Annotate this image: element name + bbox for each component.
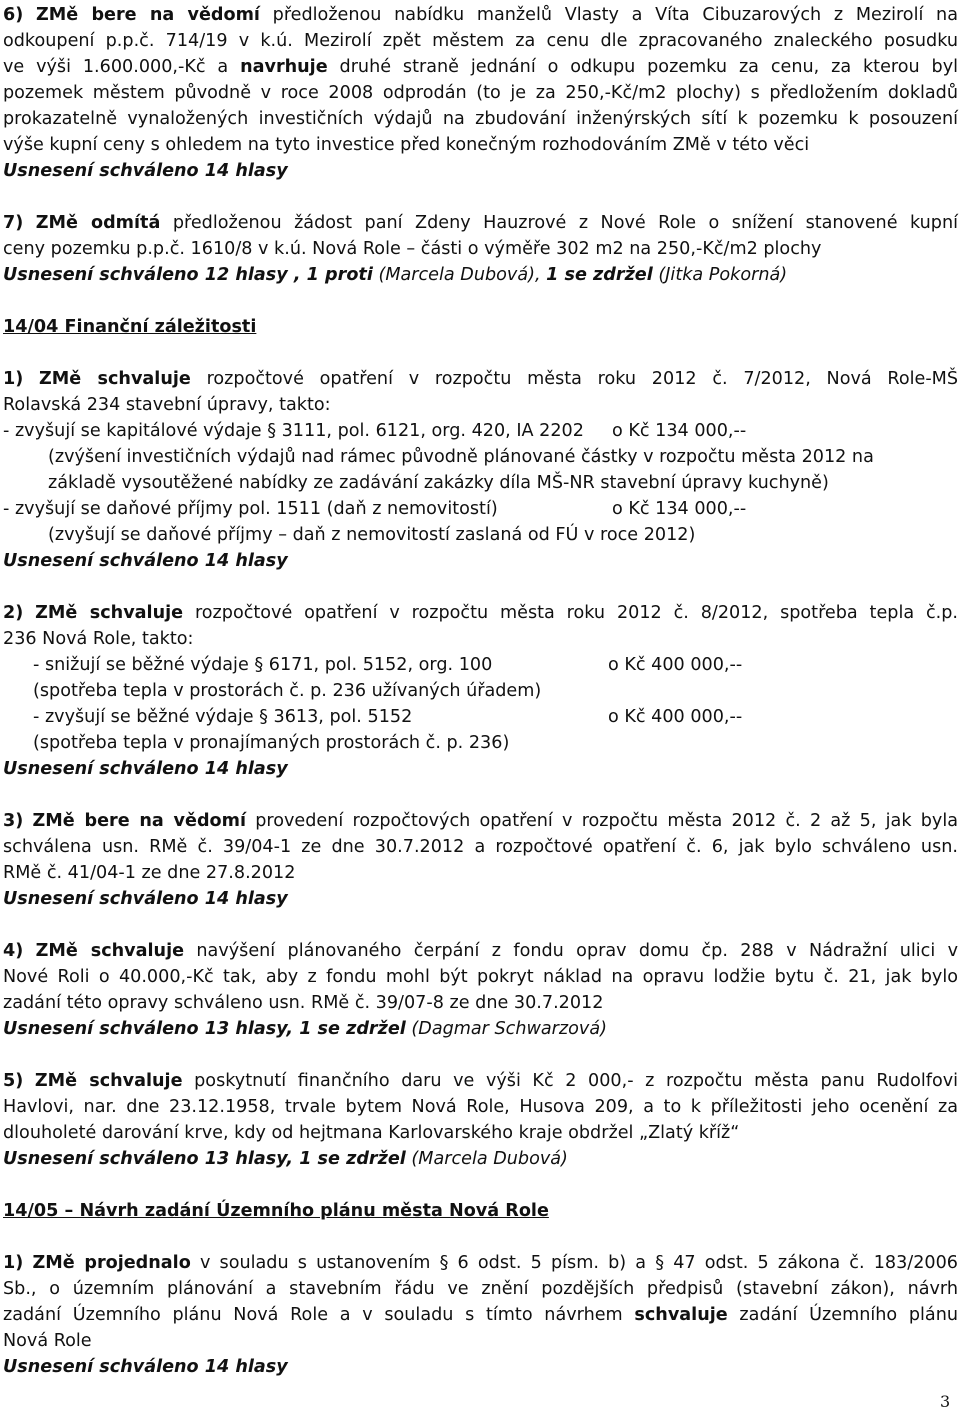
resolution-verb: schvaluje: [634, 1305, 728, 1325]
resolution-verb: ZMě schvaluje: [35, 603, 184, 623]
item-text: předloženou žádost paní Zdeny Hauzrové z Nové Role o snížení stanovené kupní: [172, 213, 959, 233]
up1-line2: Sb., o územním plánování a stavebním řádu ve znění pozdějších předpisů (stavební zákon), návrh: [3, 1279, 958, 1299]
vote-name: (Marcela Dubová),: [378, 265, 541, 285]
item6-line6: výše kupní ceny s ohledem na tyto investice před konečným rozhodováním ZMě v této věci: [3, 135, 810, 155]
vote-result: Usnesení schváleno 12 hlasy , 1 proti: [3, 265, 373, 285]
budget-line: - zvyšují se daňové příjmy pol. 1511 (daň z nemovitostí): [3, 499, 498, 519]
fin2-line1: [3, 600, 958, 626]
vote-result: 1 se zdržel: [546, 265, 653, 285]
item6-line1: [3, 2, 958, 28]
fin3-line2: schválena usn. RMě č. 39/04-1 ze dne 30.7.2012 a rozpočtové opatření č. 6, jak bylo schváleno usn.: [3, 837, 958, 857]
item-number: 7): [3, 213, 24, 233]
item6-line4: pozemek městem původně v roce 2008 odprodán (to je za 250,-Kč/m2 plochy) s předložením dokladů: [3, 83, 958, 103]
section-heading-14-04: 14/04 Finanční záležitosti: [3, 317, 257, 337]
item-text: druhé straně jednání o odkupu pozemku za cenu, za kterou byl: [339, 57, 958, 77]
item6-line2: odkoupení p.p.č. 714/19 v k.ú. Mezirolí zpět městem za cenu dle zpracovaného znaleckého posudku: [3, 31, 958, 51]
fin2-line4: (spotřeba tepla v prostorách č. p. 236 užívaných úřadem): [33, 681, 542, 701]
fin1-vote-result: Usnesení schváleno 14 hlasy: [3, 551, 288, 571]
fin1-line2: Rolavská 234 stavební úpravy, takto:: [3, 395, 331, 415]
item-text: poskytnutí finančního daru ve výši Kč 2 000,- z rozpočtu města panu Rudolfovi: [194, 1071, 959, 1091]
budget-amount: o Kč 400 000,--: [608, 655, 743, 675]
item-text: ve výši 1.600.000,-Kč a: [3, 57, 229, 77]
fin5-vote-result: [3, 1146, 958, 1172]
resolution-verb: navrhuje: [240, 57, 328, 77]
item7-line2: ceny pozemku p.p.č. 1610/8 v k.ú. Nová Role – části o výměře 302 m2 na 250,-Kč/m2 plochy: [3, 239, 822, 259]
item-text: v souladu s ustanovením § 6 odst. 5 písm. b) a § 47 odst. 5 zákona č. 183/2006: [199, 1253, 958, 1273]
fin1-line3: [3, 418, 958, 444]
fin1-line4: (zvýšení investičních výdajů nad rámec původně plánované částky v rozpočtu města 2012 na: [48, 447, 874, 467]
vote-name: (Dagmar Schwarzová): [411, 1019, 607, 1039]
resolution-verb: ZMě schvaluje: [34, 1071, 183, 1091]
fin5-line2: Havlovi, nar. dne 23.12.1958, trvale bytem Nová Role, Husova 209, a to k příležitosti jeho ocenění za: [3, 1097, 958, 1117]
item-text: rozpočtové opatření v rozpočtu města roku 2012 č. 8/2012, spotřeba tepla č.p.: [194, 603, 959, 623]
page-number: 3: [940, 1392, 951, 1411]
fin5-line1: [3, 1068, 958, 1094]
budget-line: - zvyšují se kapitálové výdaje § 3111, pol. 6121, org. 420, IA 2202: [3, 421, 584, 441]
fin3-vote-result: Usnesení schváleno 14 hlasy: [3, 889, 288, 909]
fin1-line7: (zvyšují se daňové příjmy – daň z nemovitostí zaslaná od FÚ v roce 2012): [48, 525, 696, 545]
fin5-line3: dlouholeté darování krve, kdy od hejtmana Karlovarského kraje obdržel „Zlatý kříž“: [3, 1123, 740, 1143]
vote-name: (Marcela Dubová): [411, 1149, 568, 1169]
item-number: 2): [3, 603, 24, 623]
item7-line1: [3, 210, 958, 236]
fin1-line1: [3, 366, 958, 392]
resolution-verb: ZMě bere na vědomí: [36, 5, 260, 25]
item6-line5: prokazatelně vynaložených investičních výdajů na zbudování inženýrských sítí k pozemku k posouzení: [3, 109, 958, 129]
vote-name: (Jitka Pokorná): [658, 265, 788, 285]
up1-line4: Nová Role: [3, 1331, 92, 1351]
fin2-line3: [3, 652, 958, 678]
fin3-line3: RMě č. 41/04-1 ze dne 27.8.2012: [3, 863, 296, 883]
fin1-line5: základě vysoutěžené nabídky ze zadávání zakázky díla MŠ-NR stavební úpravy kuchyně): [48, 473, 829, 493]
up1-line3: [3, 1302, 958, 1328]
budget-line: - snižují se běžné výdaje § 6171, pol. 5152, org. 100: [33, 655, 493, 675]
item6-line3: [3, 54, 958, 80]
fin4-line1: [3, 938, 958, 964]
document-page: [3, 2, 958, 1380]
item-text: provedení rozpočtových opatření v rozpočtu města 2012 č. 2 až 5, jak byla: [255, 811, 958, 831]
item-text: navýšení plánovaného čerpání z fondu oprav domu čp. 288 v Nádražní ulici v: [196, 941, 958, 961]
vote-result: Usnesení schváleno 13 hlasy, 1 se zdržel: [3, 1149, 406, 1169]
resolution-verb: ZMě schvaluje: [35, 941, 185, 961]
fin4-line3: zadání této opravy schváleno usn. RMě č. 39/07-8 ze dne 30.7.2012: [3, 993, 604, 1013]
item-number: 1): [3, 1253, 24, 1273]
resolution-verb: ZMě projednalo: [32, 1253, 191, 1273]
up1-line1: [3, 1250, 958, 1276]
resolution-verb: ZMě bere na vědomí: [32, 811, 246, 831]
fin2-line6: (spotřeba tepla v pronajímaných prostorách č. p. 236): [33, 733, 510, 753]
vote-result: Usnesení schváleno 13 hlasy, 1 se zdržel: [3, 1019, 406, 1039]
item-number: 3): [3, 811, 24, 831]
fin3-line1: [3, 808, 958, 834]
budget-amount: o Kč 400 000,--: [608, 707, 743, 727]
fin4-vote-result: [3, 1016, 958, 1042]
item6-vote-result: Usnesení schváleno 14 hlasy: [3, 161, 288, 181]
up1-vote-result: Usnesení schváleno 14 hlasy: [3, 1357, 288, 1377]
fin1-line6: [3, 496, 958, 522]
item-number: 4): [3, 941, 24, 961]
item-number: 5): [3, 1071, 24, 1091]
fin2-vote-result: Usnesení schváleno 14 hlasy: [3, 759, 288, 779]
resolution-verb: ZMě schvaluje: [39, 369, 191, 389]
budget-amount: o Kč 134 000,--: [612, 499, 747, 519]
budget-amount: o Kč 134 000,--: [612, 421, 747, 441]
item-text: rozpočtové opatření v rozpočtu města roku 2012 č. 7/2012, Nová Role-MŠ: [206, 369, 959, 389]
fin4-line2: Nové Roli o 40.000,-Kč tak, aby z fondu mohl být pokryt náklad na opravu lodžie bytu č. 21, jak bylo: [3, 967, 958, 987]
item-number: 6): [3, 5, 24, 25]
fin2-line2: 236 Nová Role, takto:: [3, 629, 194, 649]
item-text: zadání Územního plánu Nová Role a v souladu s tímto návrhem: [3, 1305, 623, 1325]
item-text: předloženou nabídku manželů Vlasty a Víta Cibuzarových z Mezirolí na: [272, 5, 958, 25]
resolution-verb: ZMě odmítá: [35, 213, 161, 233]
fin2-line5: [3, 704, 958, 730]
budget-line: - zvyšují se běžné výdaje § 3613, pol. 5152: [33, 707, 413, 727]
item7-vote-result: [3, 262, 958, 288]
section-heading-14-05: 14/05 – Návrh zadání Územního plánu města Nová Role: [3, 1201, 549, 1221]
item-text: zadání Územního plánu: [739, 1305, 959, 1325]
item-number: 1): [3, 369, 24, 389]
